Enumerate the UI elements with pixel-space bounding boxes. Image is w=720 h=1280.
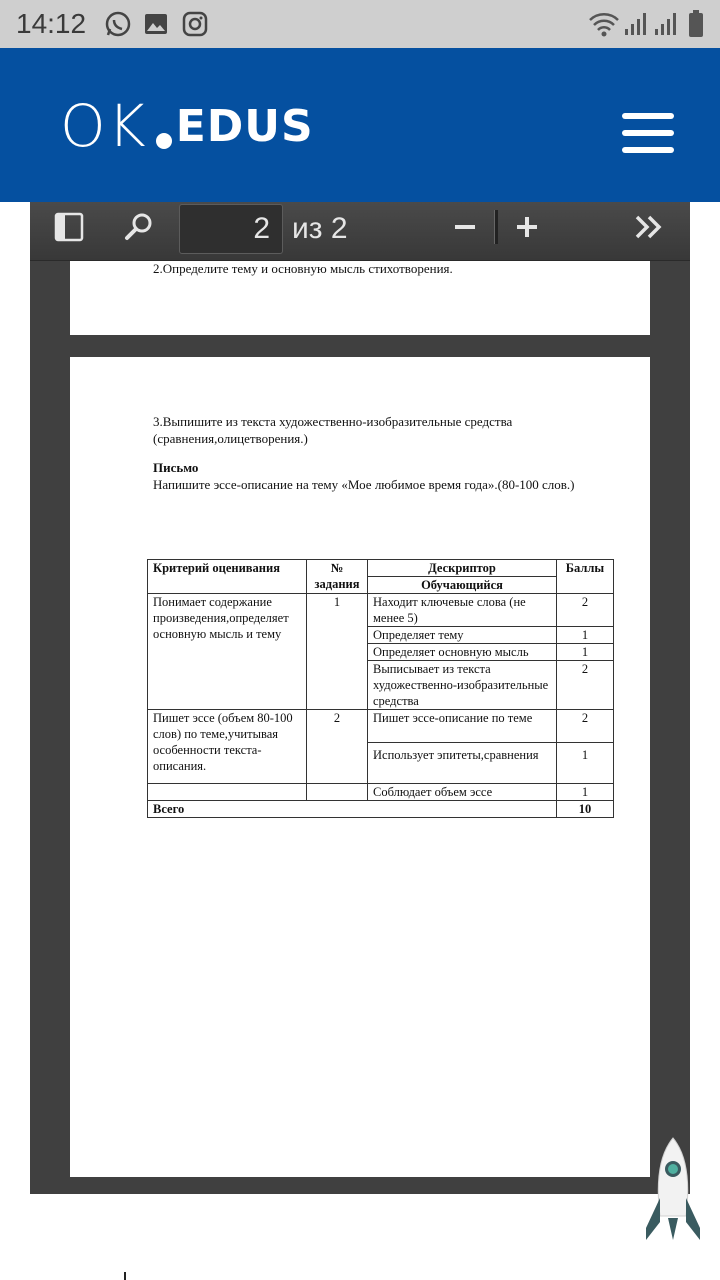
descriptor-1: Находит ключевые слова (не менее 5) [368,594,557,627]
descriptor-4: Выписывает из текста художественно-изобразительные средства [368,661,557,710]
total-value: 10 [557,801,614,818]
descriptor-3: Определяет основную мысль [368,644,557,661]
page-number-input[interactable]: 2 [179,204,283,254]
toolbar-separator [494,210,498,244]
battery-icon [688,10,704,38]
bottom-marker [124,1272,126,1280]
gallery-icon [144,12,168,36]
logo-edus-text: EDUS [175,100,314,152]
status-bar [0,0,720,48]
empty-cell [148,784,307,801]
header-student: Обучающийся [368,577,557,594]
wifi-icon [588,12,620,38]
points-3: 1 [557,644,614,661]
sidebar-toggle-icon[interactable] [54,212,84,242]
table-row [148,784,614,801]
writing-task: Напишите эссе-описание на тему «Мое любимое время года».(80-100 слов.) [153,477,575,492]
search-icon[interactable] [124,211,154,241]
signal-icon [654,12,678,36]
task3-line1: 3.Выпишите из текста художественно-изобразительные средства [153,414,513,429]
zoom-out-icon[interactable] [454,216,476,238]
site-logo[interactable] [60,92,314,160]
header-descriptor: Дескриптор [368,560,557,577]
points-4: 2 [557,661,614,710]
criterion-1: Понимает содержание произведения,определяет основную мысль и тему [148,594,307,710]
points-7: 1 [557,784,614,801]
table-row [148,594,614,627]
points-1: 2 [557,594,614,627]
whatsapp-icon [104,10,132,38]
descriptor-5: Пишет эссе-описание по теме [368,710,557,743]
pdf-toolbar [30,202,690,261]
empty-cell [307,784,368,801]
criterion-2: Пишет эссе (объем 80-100 слов) по теме,учитывая особенности текста-описания. [148,710,307,784]
header-points: Баллы [557,560,614,594]
table-row [148,710,614,743]
logo-ok-text: OK [60,92,148,160]
writing-title: Письмо [153,460,199,475]
task-number-1: 1 [307,594,368,710]
instagram-icon [182,11,208,37]
points-5: 2 [557,710,614,743]
page-count-label: из 2 [292,212,348,245]
criteria-table [147,559,614,818]
total-label: Всего [148,801,557,818]
header-criterion: Критерий оценивания [148,560,307,594]
descriptor-7: Соблюдает объем эссе [368,784,557,801]
zoom-in-icon[interactable] [516,216,538,238]
descriptor-2: Определяет тему [368,627,557,644]
logo-dot [156,133,172,149]
scroll-to-top-rocket-icon[interactable] [644,1136,702,1248]
pdf-page-2 [70,357,650,1177]
pdf-viewer[interactable] [30,202,690,1194]
status-time: 14:12 [16,8,87,39]
task3-line2: (сравнения,олицетворения.) [153,431,308,446]
points-6: 1 [557,743,614,784]
descriptor-6: Использует эпитеты,сравнения [368,743,557,784]
signal-icon [624,12,648,36]
task-number-2: 2 [307,710,368,784]
hamburger-menu-icon[interactable] [622,113,674,155]
more-tools-icon[interactable] [634,214,666,240]
header-task-number: № задания [307,560,368,594]
page1-question: 2.Определите тему и основную мысль стихотворения. [153,261,453,276]
table-total-row [148,801,614,818]
table-header-row [148,560,614,577]
points-2: 1 [557,627,614,644]
